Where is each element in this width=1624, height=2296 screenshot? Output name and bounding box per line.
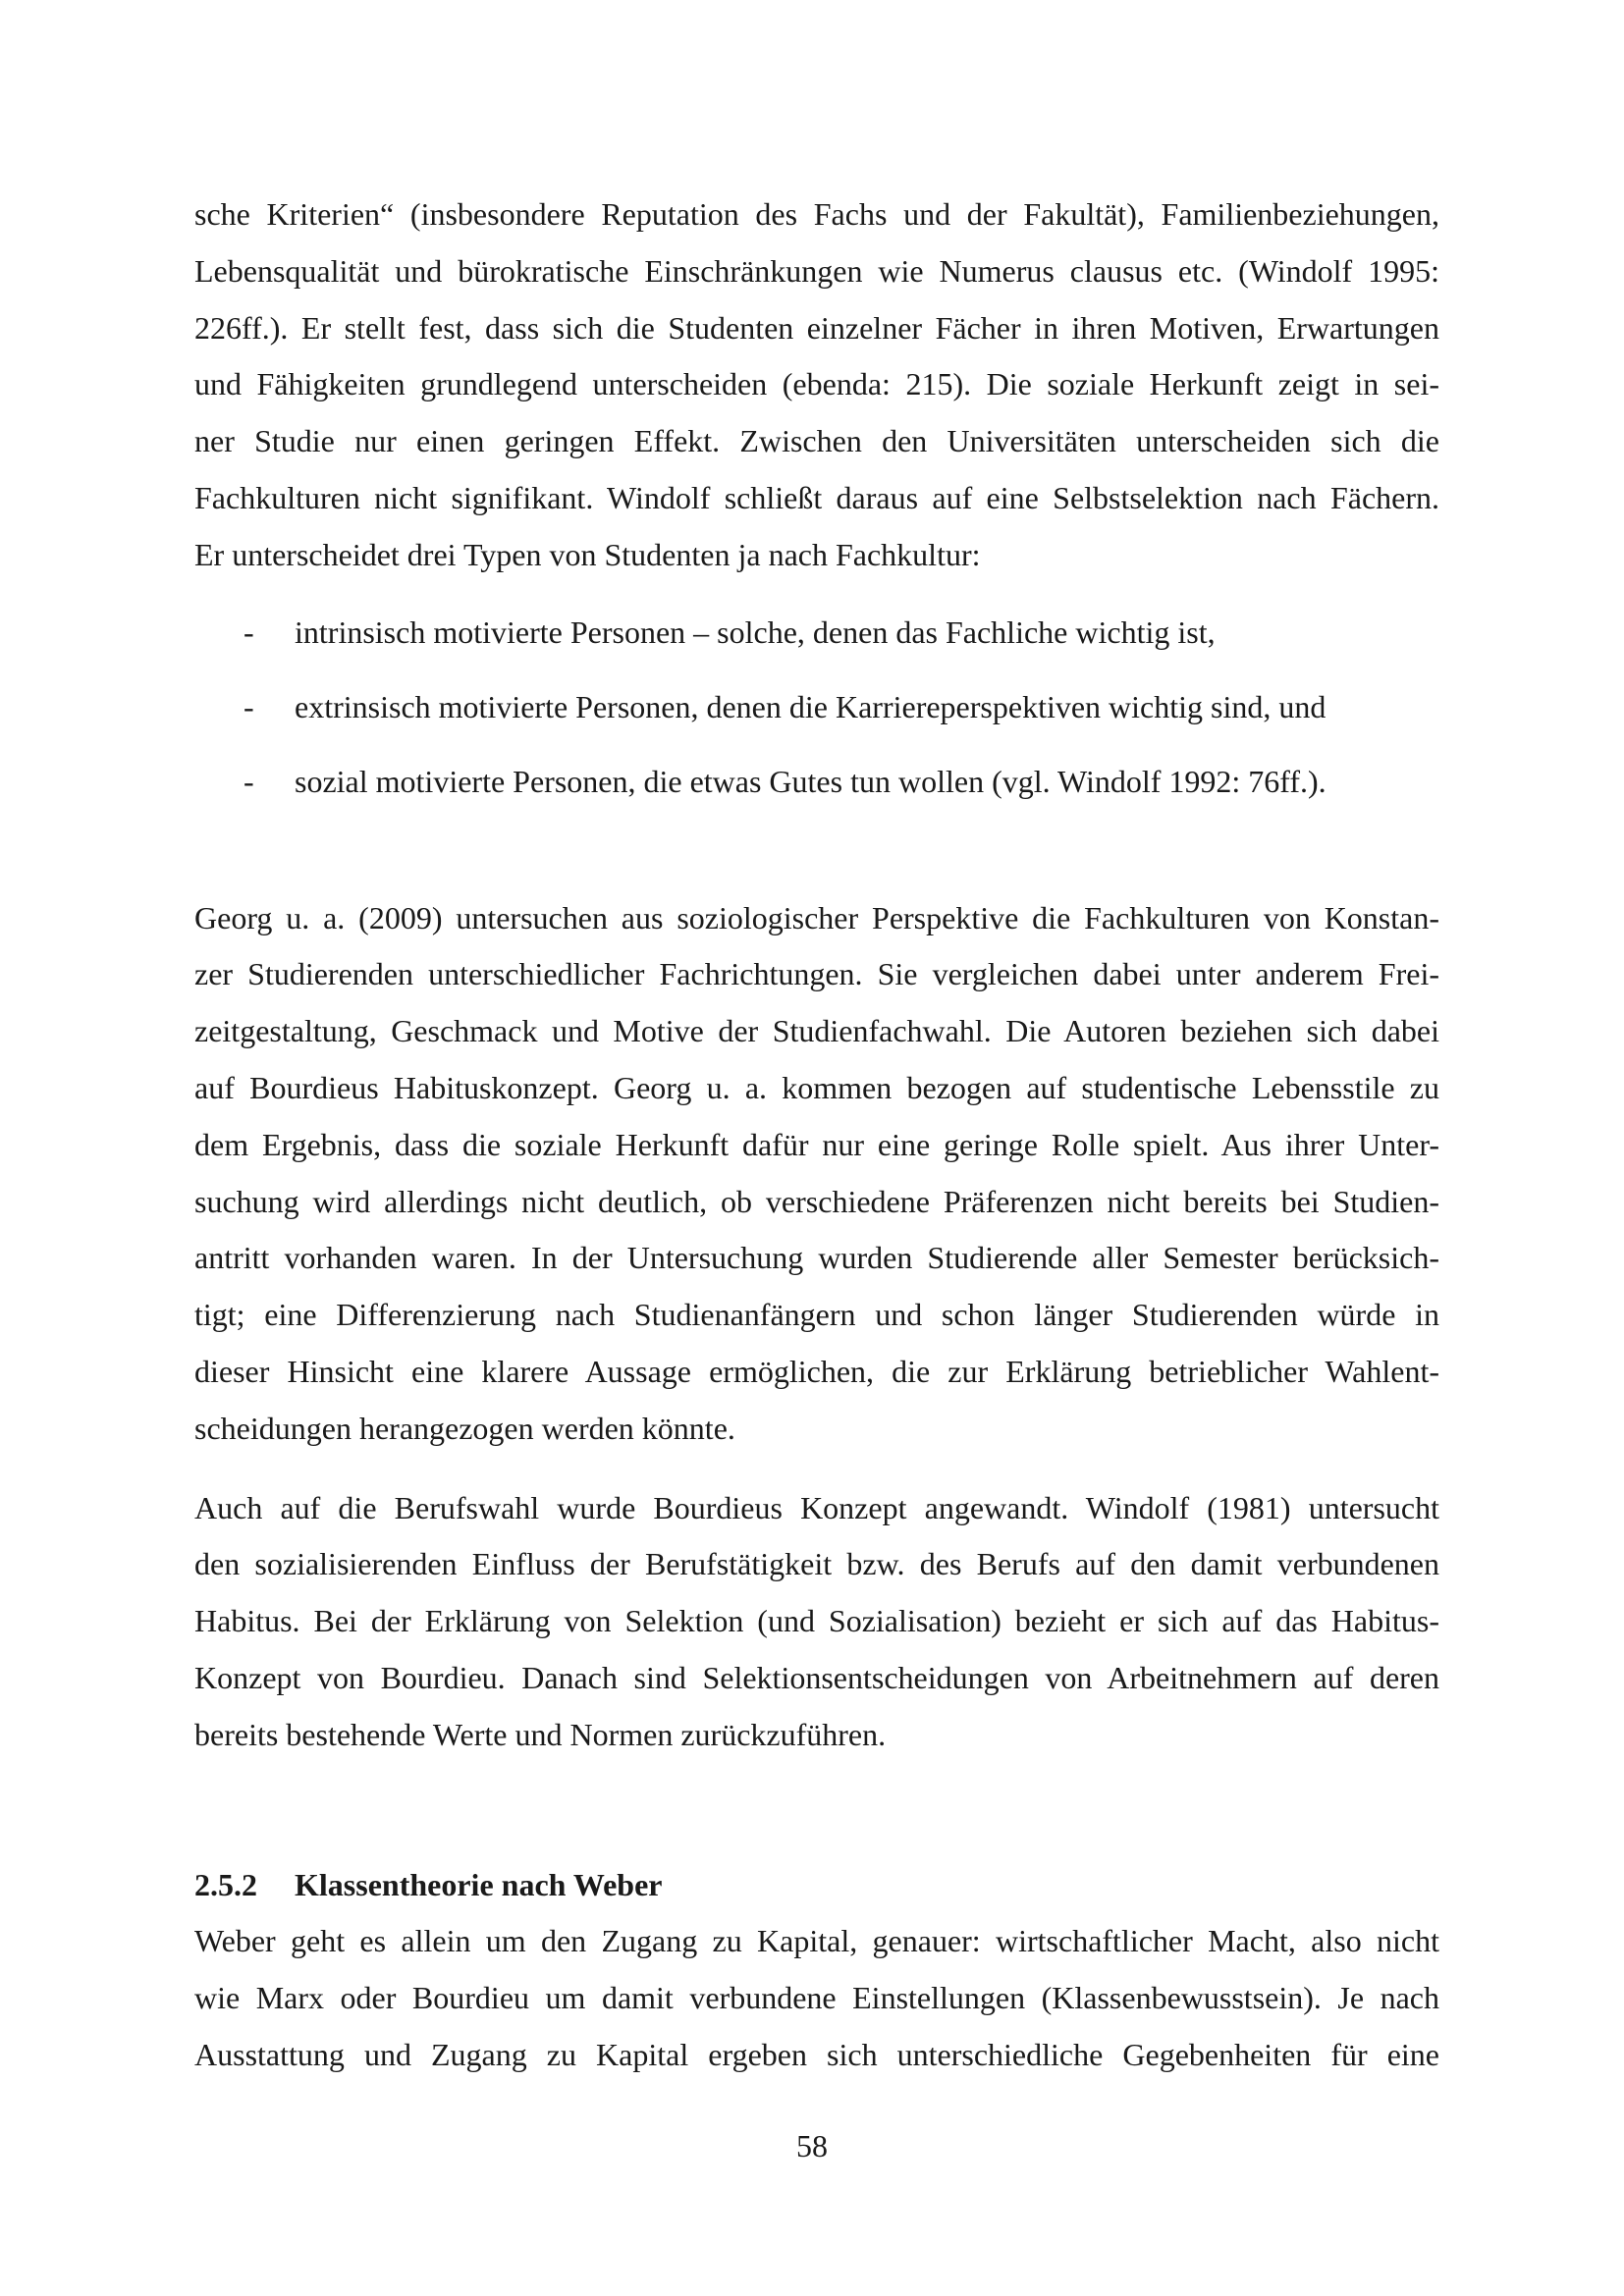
dash-bullet-icon: - bbox=[244, 688, 254, 724]
paragraph-weber bbox=[194, 1913, 1439, 2083]
student-types-list bbox=[194, 595, 1439, 819]
page-number: 58 bbox=[796, 2128, 828, 2163]
text-line: suchung wird allerdings nicht deutlich, ob verschiedene Präferenzen nicht bereits bei Studien- bbox=[194, 1183, 1439, 1219]
text-line: dieser Hinsicht eine klarere Aussage ermöglichen, die zur Erklärung betrieblicher Wahlent- bbox=[194, 1353, 1439, 1389]
text-line: Weber geht es allein um den Zugang zu Kapital, genauer: wirtschaftlicher Macht, also nicht bbox=[194, 1923, 1439, 1959]
paragraph-windolf-criteria bbox=[194, 187, 1439, 584]
list-item bbox=[194, 595, 1439, 669]
text-line: bereits bestehende Werte und Normen zurückzuführen. bbox=[194, 1716, 887, 1752]
text-line: wie Marx oder Bourdieu um damit verbundene Einstellungen (Klassenbewusstsein). Je nach bbox=[194, 1980, 1439, 2016]
document-page bbox=[194, 187, 1439, 2084]
text-line: den sozialisierenden Einfluss der Berufstätigkeit bzw. des Berufs auf den damit verbundenen bbox=[194, 1546, 1439, 1582]
text-line: zeitgestaltung, Geschmack und Motive der Studienfachwahl. Die Autoren beziehen sich dabei bbox=[194, 1013, 1439, 1049]
text-line: scheidungen herangezogen werden könnte. bbox=[194, 1410, 735, 1446]
section-number: 2.5.2 bbox=[194, 1866, 257, 1902]
text-line: Ausstattung und Zugang zu Kapital ergeben sich unterschiedliche Gegebenheiten für eine bbox=[194, 2036, 1439, 2072]
text-line: sche Kriterien“ (insbesondere Reputation des Fachs und der Fakultät), Familienbeziehungen, bbox=[194, 196, 1439, 232]
list-item bbox=[194, 669, 1439, 744]
text-line: und Fähigkeiten grundlegend unterscheiden (ebenda: 215). Die soziale Herkunft zeigt in sei- bbox=[194, 366, 1439, 402]
dash-bullet-icon: - bbox=[244, 614, 254, 650]
list-item-text: intrinsisch motivierte Personen – solche, denen das Fachliche wichtig ist, bbox=[295, 614, 1216, 650]
text-line: Er unterscheidet drei Typen von Studenten ja nach Fachkultur: bbox=[194, 536, 981, 572]
paragraph-georg bbox=[194, 890, 1439, 1458]
text-line: zer Studierenden unterschiedlicher Fachrichtungen. Sie vergleichen dabei unter anderem Frei- bbox=[194, 956, 1439, 992]
dash-bullet-icon: - bbox=[244, 763, 254, 799]
text-line: Lebensqualität und bürokratische Einschränkungen wie Numerus clausus etc. (Windolf 1995: bbox=[194, 252, 1439, 289]
text-line: Georg u. a. (2009) untersuchen aus soziologischer Perspektive die Fachkulturen von Konstan- bbox=[194, 899, 1439, 935]
list-item-text: sozial motivierte Personen, die etwas Gutes tun wollen (vgl. Windolf 1992: 76ff.). bbox=[295, 763, 1326, 799]
list-item-text: extrinsisch motivierte Personen, denen die Karriereperspektiven wichtig sind, und bbox=[295, 688, 1326, 724]
text-line: 226ff.). Er stellt fest, dass sich die Studenten einzelner Fächer in ihren Motiven, Erwartungen bbox=[194, 309, 1439, 346]
text-line: antritt vorhanden waren. In der Untersuchung wurden Studierende aller Semester berücksich- bbox=[194, 1240, 1439, 1276]
paragraph-berufswahl bbox=[194, 1480, 1439, 1764]
section-heading bbox=[194, 1857, 1439, 1914]
text-line: auf Bourdieus Habituskonzept. Georg u. a. kommen bezogen auf studentische Lebensstile zu bbox=[194, 1069, 1439, 1105]
text-line: Auch auf die Berufswahl wurde Bourdieus Konzept angewandt. Windolf (1981) untersucht bbox=[194, 1489, 1439, 1525]
text-line: ner Studie nur einen geringen Effekt. Zwischen den Universitäten unterscheiden sich die bbox=[194, 423, 1439, 459]
text-line: Habitus. Bei der Erklärung von Selektion (und Sozialisation) bezieht er sich auf das Habitus- bbox=[194, 1603, 1439, 1639]
text-line: tigt; eine Differenzierung nach Studienanfängern und schon länger Studierenden würde in bbox=[194, 1297, 1439, 1333]
text-line: dem Ergebnis, dass die soziale Herkunft dafür nur eine geringe Rolle spielt. Aus ihrer Unter- bbox=[194, 1126, 1439, 1162]
text-line: Konzept von Bourdieu. Danach sind Selektionsentscheidungen von Arbeitnehmern auf deren bbox=[194, 1659, 1439, 1695]
list-item bbox=[194, 744, 1439, 819]
section-title: Klassentheorie nach Weber bbox=[295, 1866, 663, 1902]
text-line: Fachkulturen nicht signifikant. Windolf schließt daraus auf eine Selbstselektion nach Fächern. bbox=[194, 479, 1439, 515]
